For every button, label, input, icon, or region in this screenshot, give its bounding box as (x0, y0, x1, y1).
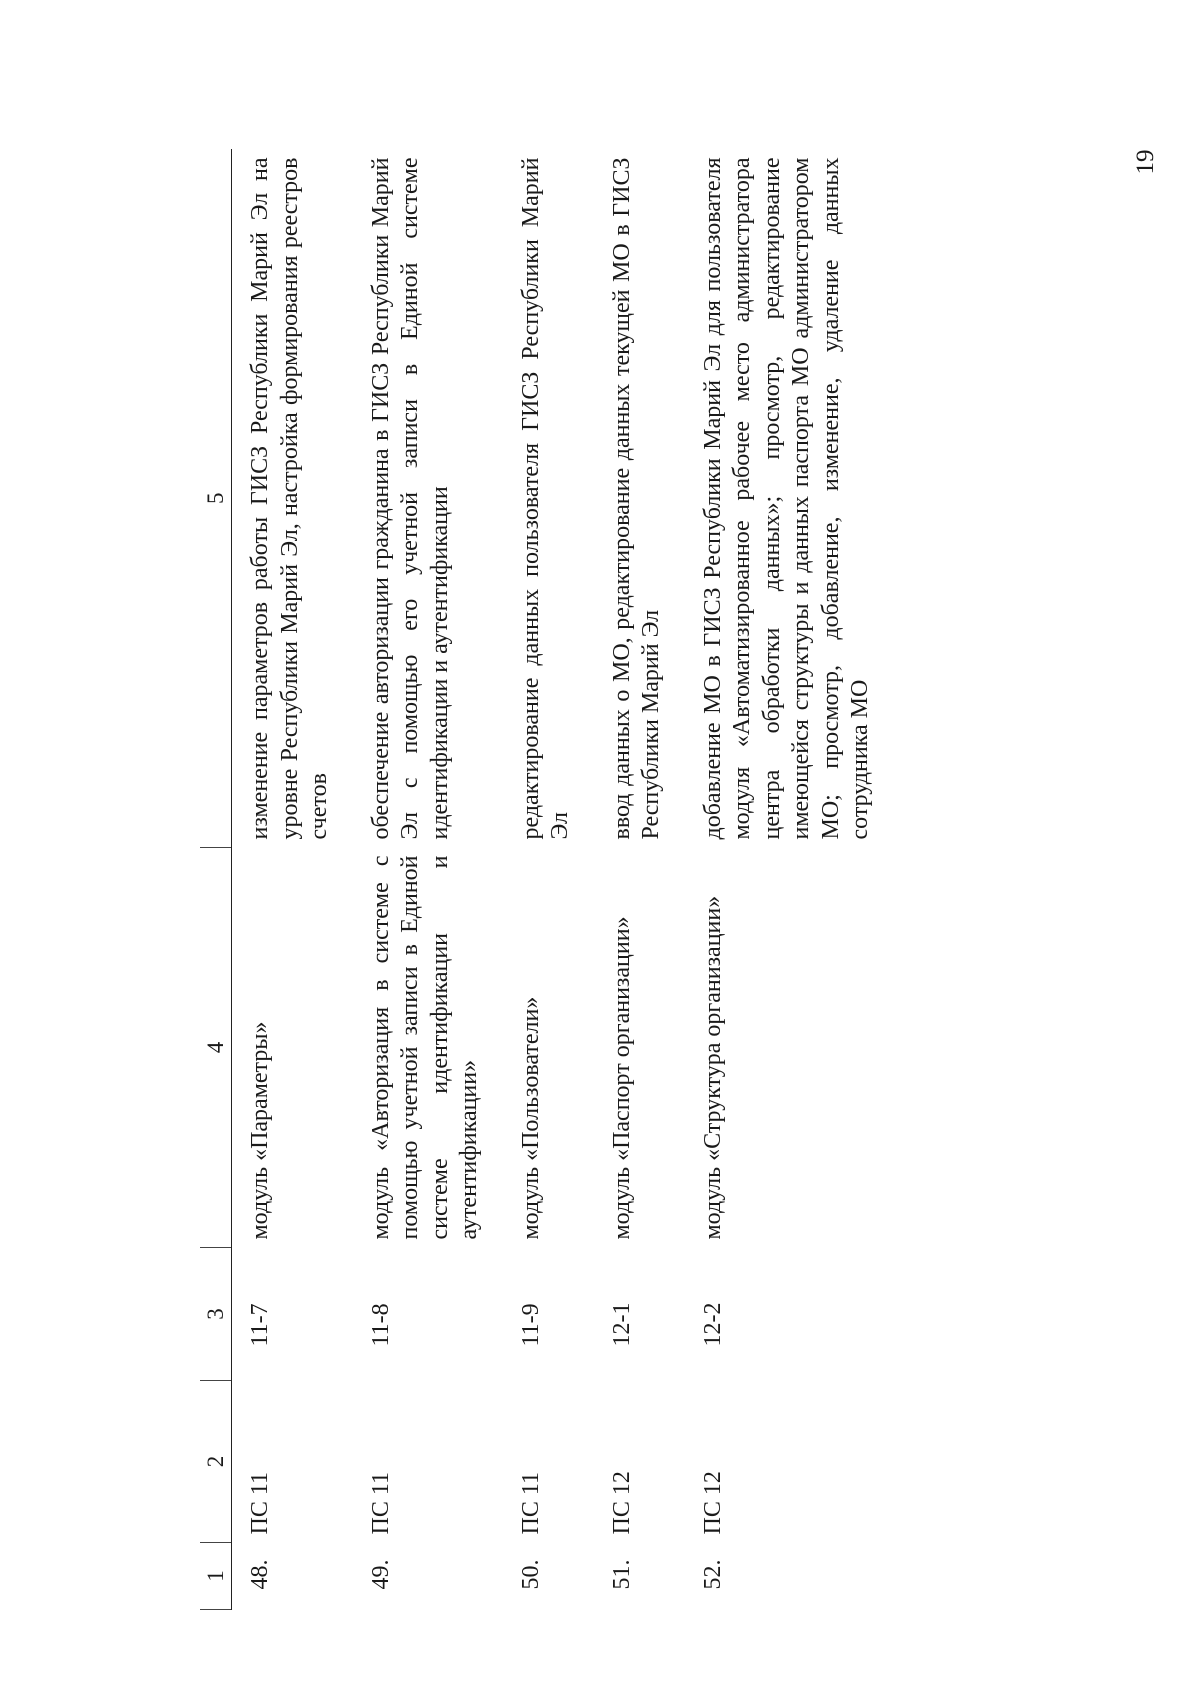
document-table-rotated (200, 150, 1200, 1610)
column-header-3: 3 (200, 1248, 232, 1381)
page-number: 19 (1132, 149, 1159, 175)
row-number: 49. (367, 1559, 394, 1590)
subsystem-cell: ПС 12 (608, 1471, 635, 1535)
module-cell: модуль «Структура организации» (699, 895, 726, 1240)
table-row (503, 150, 594, 1610)
function-cell: ввод данных о МО, редактирование данных текущей МО в ГИСЗ Республики Марий Эл (608, 157, 664, 840)
table-row (594, 150, 685, 1610)
subsystem-cell: ПС 11 (367, 1472, 394, 1535)
row-number: 50. (517, 1559, 544, 1590)
module-cell: модуль «Параметры» (247, 1021, 273, 1240)
code-cell: 11-8 (367, 1303, 394, 1347)
modules-table (200, 150, 894, 1611)
table-row (685, 150, 894, 1610)
function-cell: добавление МО в ГИСЗ Республики Марий Эл для пользователя модуля «Автоматизированное рабочее место администратора центра обработки данных»; просмотр, редактирование имеющейся структуры и данных паспорта МО администратором МО; просмотр, добавление, изменение, удаление данных сотрудника МО (699, 157, 873, 840)
column-header-5: 5 (200, 150, 232, 848)
column-header-2: 2 (200, 1381, 232, 1543)
subsystem-cell: ПС 12 (699, 1471, 726, 1535)
function-cell: редактирование данных пользователя ГИСЗ Республики Марий Эл (517, 157, 573, 840)
code-cell: 11-9 (517, 1303, 544, 1347)
code-cell: 12-1 (608, 1302, 635, 1347)
row-number: 51. (608, 1559, 635, 1590)
subsystem-cell: ПС 11 (247, 1472, 273, 1535)
module-cell: модуль «Авторизация в системе с помощью учетной записи в Единой системе идентификации и аутентификации» (367, 855, 482, 1240)
column-header-4: 4 (200, 848, 232, 1248)
module-cell: модуль «Паспорт организации» (608, 916, 635, 1240)
column-header-1: 1 (200, 1543, 232, 1610)
row-number: 48. (247, 1559, 273, 1590)
module-cell: модуль «Пользователи» (517, 996, 544, 1240)
function-cell: обеспечение авторизации гражданина в ГИСЗ Республики Марий Эл с помощью его учетной записи в Единой системе идентификации и аутентификации (367, 157, 453, 840)
code-cell: 12-2 (699, 1302, 726, 1347)
table-row (353, 150, 503, 1610)
table-header-row (200, 150, 232, 1610)
subsystem-cell: ПС 11 (517, 1472, 544, 1535)
code-cell: 11-7 (247, 1303, 273, 1347)
row-number: 52. (699, 1559, 726, 1590)
function-cell: изменение параметров работы ГИСЗ Республики Марий Эл на уровне Республики Марий Эл, настройка формирования реестров счетов (247, 157, 332, 840)
table-row (232, 150, 353, 1610)
